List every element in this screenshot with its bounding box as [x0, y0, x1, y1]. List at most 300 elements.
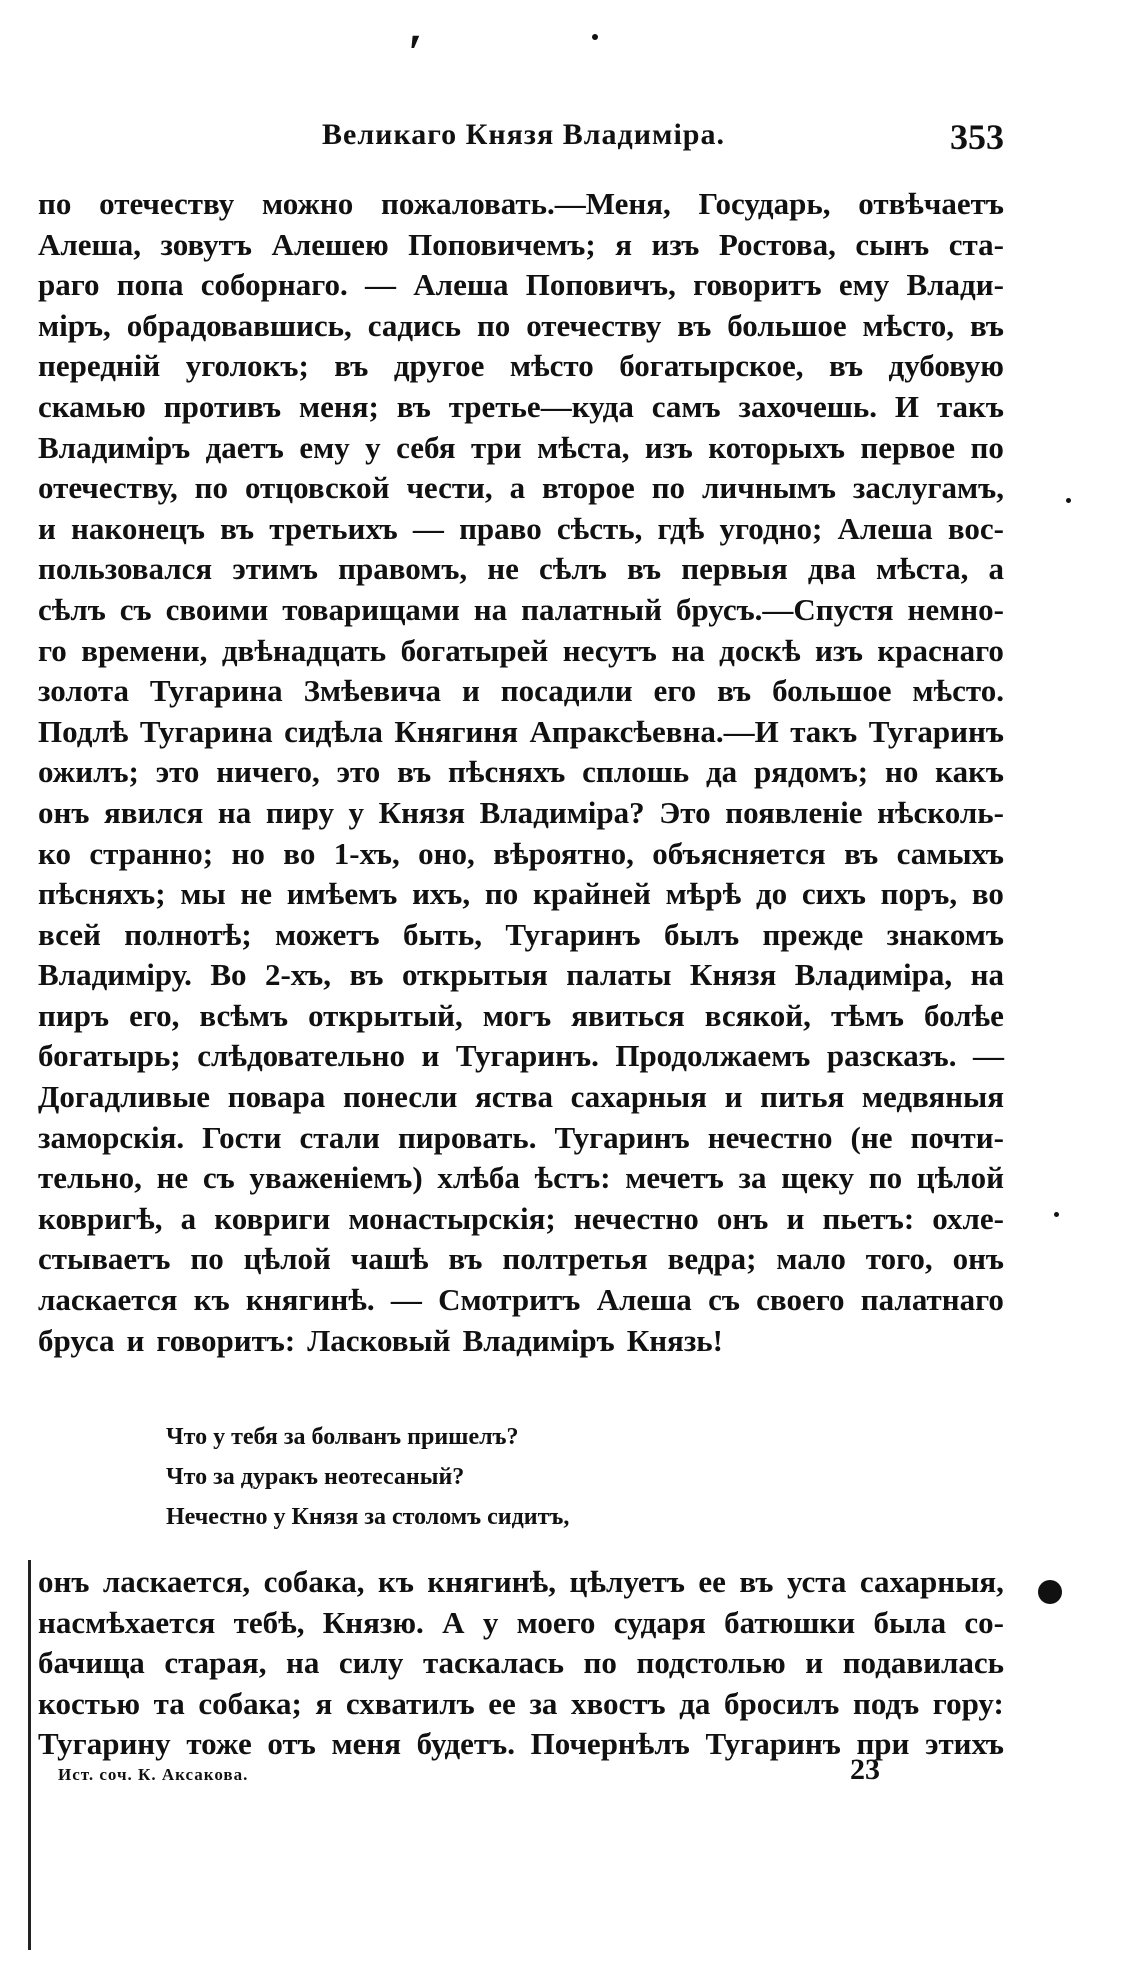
- text-line: [38, 671, 1004, 712]
- word: по: [38, 186, 72, 221]
- word: на: [217, 794, 252, 830]
- word: отечеству: [526, 307, 662, 343]
- word: тѣмъ: [830, 997, 904, 1033]
- ink-speck: [1066, 498, 1071, 503]
- text-line: [38, 1118, 1004, 1159]
- word: странно;: [89, 835, 214, 871]
- word: чашѣ: [350, 1241, 429, 1277]
- word: и: [38, 510, 56, 546]
- word: сахарныя: [570, 1079, 707, 1115]
- word: меня: [331, 1726, 401, 1762]
- word: сидѣла: [284, 713, 383, 749]
- word: Владиміръ: [462, 1322, 615, 1358]
- word: Догадливые: [38, 1079, 211, 1115]
- word: говоритъ:: [156, 1322, 296, 1358]
- word: ему: [299, 429, 350, 465]
- word: можно: [261, 186, 354, 221]
- word: Тугаринъ: [505, 916, 641, 952]
- word: собака,: [263, 1564, 365, 1599]
- word: палаты: [566, 957, 672, 993]
- word: сударя: [613, 1604, 706, 1640]
- word: княгинѣ.: [245, 1282, 375, 1318]
- word: третьихъ: [269, 510, 398, 546]
- text-line: [38, 874, 1004, 915]
- word: меня;: [299, 388, 379, 424]
- word: имѣемъ: [286, 876, 398, 912]
- word: ихъ,: [412, 876, 471, 912]
- word: мѣсто,: [862, 307, 955, 343]
- text-line: [38, 752, 1004, 793]
- word: изъ: [644, 429, 693, 465]
- word: Гости: [202, 1119, 282, 1155]
- word: пѣсняхъ: [448, 754, 566, 790]
- word: бросилъ: [724, 1685, 840, 1721]
- word: полтретья: [502, 1241, 648, 1277]
- text-line: [38, 306, 1004, 347]
- word: богатырь;: [38, 1038, 181, 1074]
- word: изъ: [651, 226, 700, 262]
- word: уста: [786, 1564, 847, 1599]
- word: скамью: [38, 388, 146, 424]
- running-head: Великаго Князя Владиміра.: [322, 118, 725, 151]
- ink-speck: [1054, 1212, 1059, 1217]
- word: въ: [397, 754, 432, 790]
- verse-line: Что за дуракъ неотесаный?: [166, 1464, 465, 1490]
- word: Княгиня: [394, 713, 519, 749]
- word: со-: [964, 1604, 1004, 1640]
- word: но: [231, 835, 265, 871]
- word: по: [190, 1241, 224, 1277]
- word: съ: [708, 1282, 740, 1318]
- text-line: [38, 915, 1004, 956]
- word: могъ: [482, 997, 552, 1033]
- word: и: [126, 1322, 145, 1358]
- word: съ: [202, 1160, 235, 1196]
- word: явился: [104, 794, 204, 830]
- word: я: [615, 226, 632, 262]
- word: Поповичъ,: [525, 267, 676, 303]
- word: уголокъ;: [185, 348, 309, 384]
- word: Алеша,: [38, 226, 141, 262]
- word: ее: [698, 1564, 726, 1599]
- word: объясняется: [652, 835, 826, 871]
- word: угодно;: [719, 510, 823, 546]
- word: сынъ: [855, 226, 930, 262]
- word: у: [482, 1604, 499, 1640]
- word: питья: [760, 1079, 845, 1115]
- word: по: [970, 429, 1004, 465]
- word: два: [807, 551, 856, 587]
- word: по: [868, 1160, 903, 1196]
- word: Змѣевича: [303, 673, 441, 709]
- word: захочешь.: [738, 388, 878, 424]
- word: быть,: [402, 916, 483, 952]
- verse-line: Нечестно у Князя за столомъ сидитъ,: [166, 1504, 570, 1530]
- word: заморскія.: [38, 1119, 185, 1155]
- word: щеку: [781, 1160, 855, 1196]
- word: а: [509, 470, 526, 506]
- word: Князю.: [322, 1604, 424, 1640]
- word: тоже: [186, 1726, 252, 1762]
- word: я: [315, 1685, 333, 1721]
- text-line: [38, 265, 1004, 306]
- word: насмѣхается: [38, 1604, 216, 1640]
- word: тельно,: [38, 1160, 142, 1196]
- word: сихъ: [801, 876, 866, 912]
- word: рядомъ;: [754, 754, 869, 790]
- word: дубовую: [888, 348, 1004, 384]
- word: мѣста,: [876, 551, 969, 587]
- text-line: [38, 1562, 1004, 1603]
- word: ѣстъ:: [534, 1160, 611, 1196]
- word: Продолжаемъ: [615, 1038, 811, 1074]
- word: а: [988, 551, 1004, 587]
- word: а: [180, 1200, 197, 1236]
- text-line: [38, 1036, 1004, 1077]
- word: гору:: [932, 1685, 1004, 1721]
- word: во: [283, 835, 316, 871]
- word: хвостъ: [571, 1685, 666, 1721]
- word: раго: [38, 267, 100, 303]
- word: всей: [38, 916, 101, 952]
- word: самъ: [651, 388, 721, 424]
- text-line: [38, 1077, 1004, 1118]
- word: моего: [516, 1604, 596, 1640]
- word: полнотѣ;: [124, 916, 252, 952]
- word: на: [671, 632, 705, 668]
- word: подстолью: [636, 1645, 786, 1681]
- text-line: [38, 468, 1004, 509]
- word: первыя: [681, 551, 788, 587]
- word: пиръ: [38, 997, 110, 1033]
- word: —: [365, 267, 397, 303]
- word: ему: [838, 267, 890, 303]
- word: большое: [727, 307, 847, 343]
- word: доскѣ: [719, 632, 801, 668]
- word: стали: [299, 1119, 380, 1155]
- word: подъ: [852, 1685, 920, 1721]
- word: гдѣ: [657, 510, 705, 546]
- word: таскалась: [422, 1645, 565, 1681]
- word: времени,: [81, 632, 208, 668]
- word: за: [738, 1160, 767, 1196]
- word: за: [529, 1685, 558, 1721]
- word: Влади-: [906, 267, 1004, 303]
- word: въ: [828, 348, 864, 384]
- word: собака;: [198, 1685, 302, 1721]
- word: стываетъ: [38, 1241, 171, 1277]
- word: большое: [772, 673, 892, 709]
- word: не: [240, 876, 273, 912]
- word: въ: [349, 957, 384, 993]
- word: Алеша: [413, 267, 509, 303]
- page-number: 353: [950, 117, 1004, 157]
- word: Апраксѣевна.—И: [529, 713, 779, 749]
- word: мѣрѣ: [665, 876, 742, 912]
- word: онъ: [38, 794, 90, 830]
- word: костью: [38, 1685, 141, 1721]
- word: онъ: [38, 1564, 90, 1599]
- word: пользовался: [38, 551, 213, 587]
- text-line: [38, 1280, 1004, 1321]
- word: Князя: [689, 957, 777, 993]
- word: бруса: [38, 1322, 115, 1358]
- word: въ: [739, 1564, 774, 1599]
- text-line: [38, 1239, 1004, 1280]
- word: Подлѣ: [38, 713, 129, 749]
- word: заслугамъ,: [852, 470, 1004, 506]
- word: (не: [850, 1119, 893, 1155]
- text-line: [38, 1684, 1004, 1725]
- verse-quote: [166, 1417, 766, 1537]
- word: монастырскія;: [348, 1200, 556, 1236]
- word: оно,: [418, 835, 475, 871]
- word: въ: [969, 307, 1004, 343]
- word: Алеша: [837, 510, 933, 546]
- word: И: [894, 388, 920, 424]
- verse-line: Что у тебя за болванъ пришелъ?: [166, 1424, 519, 1450]
- word: его: [653, 673, 697, 709]
- word: самыхъ: [896, 835, 1004, 871]
- word: отечеству: [99, 186, 235, 221]
- word: явиться: [571, 997, 685, 1033]
- word: Алешею: [271, 226, 389, 262]
- word: сахарныя,: [859, 1564, 1004, 1599]
- word: мѣсто.: [912, 673, 1004, 709]
- text-line: [38, 225, 1004, 266]
- word: мечетъ: [625, 1160, 724, 1196]
- word: да: [679, 1685, 711, 1721]
- word: сѣлъ: [38, 591, 106, 627]
- word: понесли: [342, 1079, 458, 1115]
- word: Ростова,: [718, 226, 836, 262]
- text-line: [38, 996, 1004, 1037]
- word: знакомъ: [886, 916, 1004, 952]
- word: во: [971, 876, 1004, 912]
- word: сѣлъ: [539, 551, 607, 587]
- word: Тугаринъ: [868, 713, 1004, 749]
- word: немно-: [907, 591, 1004, 627]
- word: въ: [627, 551, 662, 587]
- word: повара: [227, 1079, 326, 1115]
- word: пѣсняхъ;: [38, 876, 166, 912]
- sheet-number: 23: [850, 1753, 880, 1786]
- word: поръ,: [880, 876, 958, 912]
- word: въ: [220, 510, 255, 546]
- word: отвѣчаетъ: [858, 186, 1004, 221]
- text-line: [38, 184, 1004, 225]
- text-line: [38, 793, 1004, 834]
- word: прежде: [762, 916, 864, 952]
- word: въ: [844, 835, 879, 871]
- word: пиру: [265, 794, 334, 830]
- word: Алеша: [596, 1282, 692, 1318]
- word: къ: [193, 1282, 230, 1318]
- word: не: [487, 551, 519, 587]
- word: соборнаго.: [200, 267, 348, 303]
- word: и: [461, 673, 480, 709]
- word: на: [970, 957, 1004, 993]
- word: Владиміру.: [38, 957, 192, 993]
- text-line: [38, 1603, 1004, 1644]
- word: это: [155, 754, 200, 790]
- word: этихъ: [925, 1726, 1004, 1762]
- word: и: [786, 1200, 805, 1236]
- word: Владиміра,: [794, 957, 953, 993]
- word: своего: [756, 1282, 845, 1318]
- word: брусъ.—Спустя: [675, 591, 894, 627]
- word: пьетъ:: [822, 1200, 915, 1236]
- word: нечестно: [573, 1200, 699, 1236]
- word: правомъ,: [338, 551, 468, 587]
- word: Государь,: [698, 186, 831, 221]
- word: отцовской: [244, 470, 390, 506]
- word: вѣроятно,: [493, 835, 634, 871]
- word: да: [706, 754, 738, 790]
- word: ласкается: [38, 1282, 178, 1318]
- word: —: [412, 510, 444, 546]
- word: это: [336, 754, 381, 790]
- word: и: [421, 1038, 440, 1074]
- word: даетъ: [205, 429, 284, 465]
- word: старая,: [164, 1645, 267, 1681]
- word: палатнаго: [860, 1282, 1004, 1318]
- word: міръ,: [38, 307, 111, 343]
- word: Поповичемъ;: [408, 226, 596, 262]
- word: Это: [659, 794, 711, 830]
- word: Тугаринъ: [705, 1726, 841, 1762]
- word: Тугарина: [139, 713, 273, 749]
- word: по: [484, 876, 519, 912]
- word: появленіе: [725, 794, 863, 830]
- word: Князь!: [626, 1322, 724, 1358]
- word: три: [470, 429, 522, 465]
- word: вос-: [947, 510, 1004, 546]
- word: пожаловать.—Меня,: [381, 186, 671, 221]
- word: батюшки: [724, 1604, 856, 1640]
- word: съ: [119, 591, 152, 627]
- word: другое: [393, 348, 485, 384]
- word: наконецъ: [71, 510, 205, 546]
- text-line: [38, 590, 1004, 631]
- word: цѣлой: [916, 1160, 1004, 1196]
- margin-rule: [28, 1560, 31, 1950]
- word: была: [873, 1604, 947, 1640]
- word: сплошь: [582, 754, 690, 790]
- word: мѣсто: [509, 348, 594, 384]
- word: открытый,: [308, 997, 463, 1033]
- word: посадили: [500, 673, 633, 709]
- word: цѣлуетъ: [569, 1564, 685, 1599]
- word: такъ: [790, 713, 858, 749]
- text-line: [38, 1199, 1004, 1240]
- word: мѣста,: [537, 429, 630, 465]
- word: сѣсть,: [556, 510, 643, 546]
- word: слѣдовательно: [197, 1038, 405, 1074]
- word: которыхъ: [708, 429, 845, 465]
- word: почти-: [910, 1119, 1004, 1155]
- word: всѣмъ: [199, 997, 289, 1033]
- word: нѣсколь-: [877, 794, 1004, 830]
- text-line: [38, 712, 1004, 753]
- word: —: [390, 1282, 422, 1318]
- text-line: [38, 1321, 1004, 1362]
- word: на: [473, 591, 508, 627]
- word: яства: [474, 1079, 553, 1115]
- word: и: [724, 1079, 743, 1115]
- word: на: [285, 1645, 320, 1681]
- word: золота: [38, 673, 129, 709]
- word: у: [365, 429, 381, 465]
- ink-mark: ʹ: [408, 25, 423, 82]
- word: крайней: [532, 876, 651, 912]
- word: третье—куда: [448, 388, 634, 424]
- word: противъ: [163, 388, 282, 424]
- word: богатырское,: [619, 348, 804, 384]
- word: княгинѣ,: [427, 1564, 557, 1599]
- word: до: [755, 876, 788, 912]
- word: говоритъ: [693, 267, 822, 303]
- text-line: [38, 549, 1004, 590]
- word: нечестно: [707, 1119, 833, 1155]
- word: зовутъ: [160, 226, 252, 262]
- word: передній: [38, 348, 161, 384]
- word: мало: [776, 1241, 846, 1277]
- word: ковригѣ,: [38, 1200, 163, 1236]
- word: богатырей: [400, 632, 549, 668]
- word: но: [884, 754, 919, 790]
- word: по: [476, 307, 511, 343]
- word: какъ: [935, 754, 1004, 790]
- word: Князя: [378, 794, 465, 830]
- word: Тугаринъ: [554, 1119, 690, 1155]
- word: мы: [180, 876, 226, 912]
- word: Тугаринъ.: [455, 1038, 599, 1074]
- word: Тугарину: [38, 1726, 171, 1762]
- word: право: [459, 510, 542, 546]
- word: ковриги: [214, 1200, 331, 1236]
- word: подавилась: [842, 1645, 1004, 1681]
- word: Во: [210, 957, 247, 993]
- word: хлѣба: [437, 1160, 520, 1196]
- word: своими: [165, 591, 269, 627]
- word: не: [156, 1160, 189, 1196]
- word: его,: [129, 997, 180, 1033]
- word: Ласковый: [307, 1322, 451, 1358]
- word: онъ: [952, 1241, 1004, 1277]
- word: ко: [38, 835, 71, 871]
- word: товарищами: [282, 591, 460, 627]
- word: та: [153, 1685, 185, 1721]
- word: второе: [541, 470, 635, 506]
- word: открытыя: [401, 957, 548, 993]
- text-line: [38, 428, 1004, 469]
- word: болѣе: [923, 997, 1004, 1033]
- text-line: [38, 1643, 1004, 1684]
- word: го: [38, 632, 67, 668]
- word: ведра;: [667, 1241, 757, 1277]
- word: разсказъ.: [826, 1038, 957, 1074]
- word: палатный: [521, 591, 662, 627]
- word: двѣнадцать: [221, 632, 387, 668]
- word: медвяныя: [861, 1079, 1004, 1115]
- word: по: [583, 1645, 617, 1681]
- word: въ: [396, 388, 431, 424]
- word: отечеству,: [38, 470, 178, 506]
- word: Владиміра?: [479, 794, 645, 830]
- word: силу: [338, 1645, 404, 1681]
- word: по: [194, 470, 229, 506]
